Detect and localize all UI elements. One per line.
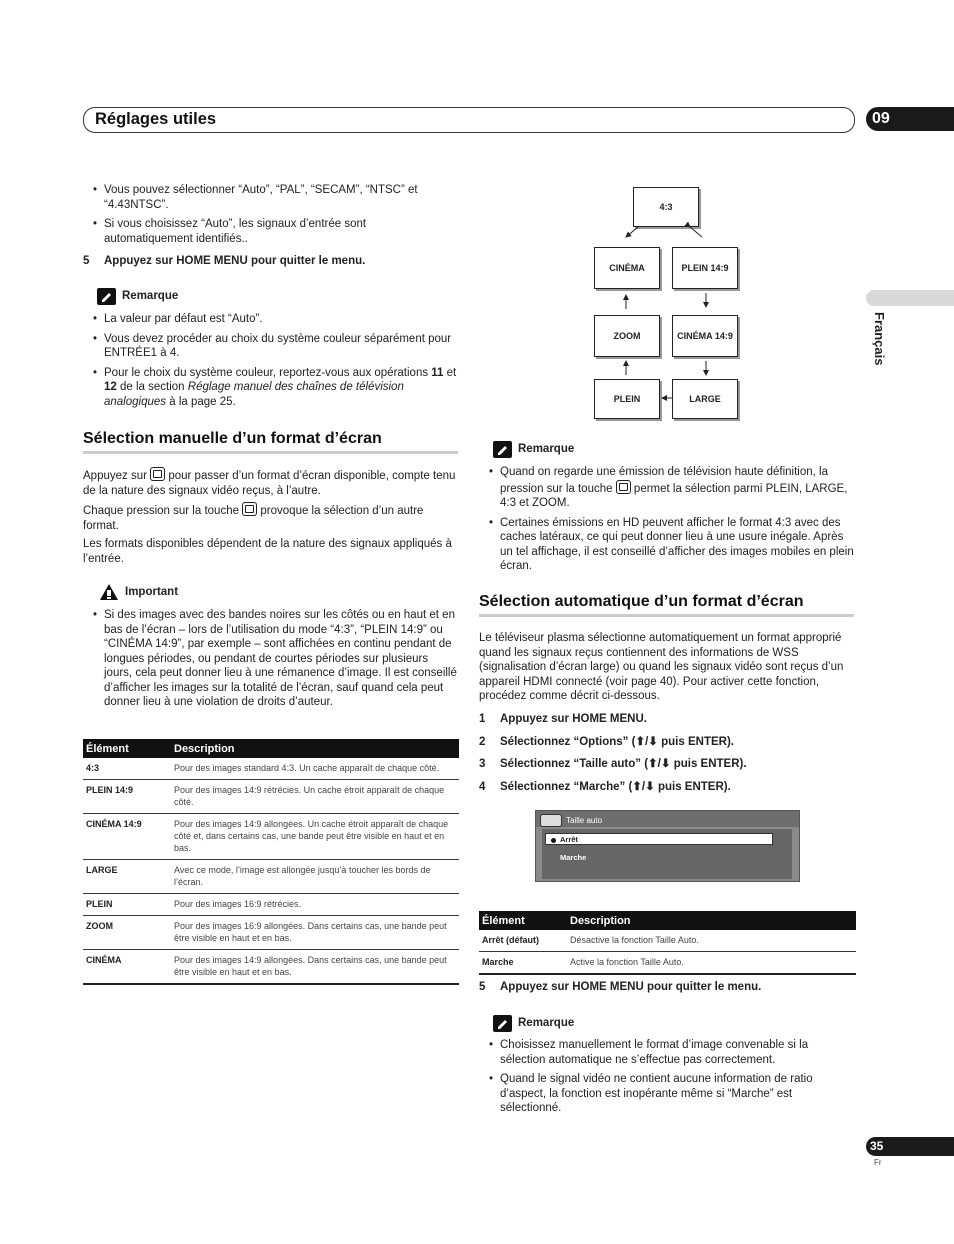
bullet: • Pour le choix du système couleur, reportez-vous aux opérations 11 et 12 de la section Réglage manuel des chaînes de télévision analogiques à la page 25.: [83, 366, 458, 410]
side-tab: [866, 290, 954, 306]
note-bullets: [479, 1038, 856, 1116]
step-1: 1 Appuyez sur HOME MENU.: [479, 713, 647, 725]
note-bullets: [83, 312, 458, 409]
table-cell: Pour des images 16:9 rétrécies.: [171, 894, 459, 916]
divider: [83, 451, 458, 454]
table-row: [479, 930, 856, 952]
table-cell: Désactive la fonction Taille Auto.: [567, 930, 856, 952]
table-cell: Pour des images standard 4:3. Un cache apparaît de chaque côté.: [171, 758, 459, 780]
format-table: [83, 739, 459, 985]
table-header: Élément: [83, 739, 171, 758]
pencil-note-icon: [493, 441, 512, 458]
paragraph: Appuyez sur pour passer d’un format d’écran disponible, compte tenu de la nature des signaux vidéo reçus, à l’autre.: [83, 467, 458, 498]
bullet: • La valeur par défaut est “Auto”.: [83, 312, 458, 327]
osd-option-selected[interactable]: Arrêt: [545, 833, 773, 845]
important-bullets: [83, 608, 458, 710]
table-cell: Active la fonction Taille Auto.: [567, 952, 856, 975]
divider: [479, 614, 854, 617]
screen-size-button-icon: [616, 480, 631, 494]
auto-steps: [479, 712, 856, 794]
format-box-zoom: ZOOM: [594, 315, 660, 357]
note-bullets: [479, 465, 856, 574]
note-heading: Remarque: [493, 441, 574, 458]
screen-size-button-icon: [242, 502, 257, 516]
page-lang: Fr: [874, 1158, 882, 1167]
page-title: Réglages utiles: [95, 110, 217, 128]
section-title-auto: Sélection automatique d’un format d’écran: [479, 593, 804, 610]
format-box-cinema: CINÉMA: [594, 247, 660, 289]
note-heading: Remarque: [493, 1015, 574, 1032]
format-box-cinema-14-9: CINÉMA 14:9: [672, 315, 738, 357]
table-row: [83, 950, 459, 985]
bullet: • Vous devez procéder au choix du système couleur séparément pour ENTRÉE1 à 4.: [83, 332, 458, 361]
table-row: [83, 894, 459, 916]
bullet: • Si des images avec des bandes noires sur les côtés ou en haut et en bas de l’écran – lors de l’utilisation du mode “4:3”, “PLEIN 14:9” ou “CINÉMA 14:9”, par exemple – sont affichées en continu pendant de longues périodes, ou pendant de courtes périodes sur plusieurs jours, cela peut donner lieu à une rémanence d’image. Il est conseillé d’afficher les images sur la totalité de l’écran, sauf quand cela peut donner lieu à une violation de droits d’auteur.: [83, 608, 458, 710]
step-2: 2 Sélectionnez “Options” (⬆/⬇ puis ENTER).: [479, 735, 734, 748]
table-row: [83, 860, 459, 894]
bullet: • Vous pouvez sélectionner “Auto”, “PAL”, “SECAM”, “NTSC” et “4.43NTSC”.: [83, 183, 458, 212]
osd-option[interactable]: Marche: [560, 853, 587, 862]
osd-panel: [542, 829, 792, 879]
paragraph: Chaque pression sur la touche provoque la sélection d’un autre format.: [83, 502, 458, 533]
table-cell: Pour des images 16:9 allongées. Dans certains cas, une bande peut être visible en haut et en bas.: [171, 916, 459, 950]
chapter-badge: 09: [866, 107, 954, 131]
pencil-note-icon: [97, 288, 116, 305]
auto-table: [479, 911, 856, 975]
table-cell: Avec ce mode, l’image est allongée jusqu’à toucher les bords de l’écran.: [171, 860, 459, 894]
tv-menu-icon: [540, 814, 562, 827]
table-row: [83, 758, 459, 780]
side-language: Français: [872, 312, 887, 366]
left-top-bullets: [83, 183, 458, 246]
table-header: Élément: [479, 911, 567, 930]
section-title-manual: Sélection manuelle d’un format d’écran: [83, 430, 382, 447]
table-cell: CINÉMA 14:9: [83, 814, 171, 860]
table-cell: 4:3: [83, 758, 171, 780]
table-row: [479, 952, 856, 975]
bullet: • Certaines émissions en HD peuvent afficher le format 4:3 avec des caches latéraux, ce qui peut donner lieu à une usure inégale. Après un tel affichage, il est conseillé d’afficher des images mobiles en plein écran.: [479, 516, 856, 574]
table-row: [83, 814, 459, 860]
important-heading: Important: [99, 583, 178, 601]
pencil-note-icon: [493, 1015, 512, 1032]
up-down-arrow-icon: ⬆/⬇: [635, 735, 658, 748]
diagram-arrows: [590, 185, 750, 425]
format-box-plein-14-9: PLEIN 14:9: [672, 247, 738, 289]
table-cell: Pour des images 14:9 allongées. Dans certains cas, une bande peut être visible en haut et en bas.: [171, 950, 459, 985]
osd-menu: [535, 810, 800, 882]
page-number: 35: [866, 1137, 954, 1156]
table-cell: CINÉMA: [83, 950, 171, 985]
bullet: • Quand on regarde une émission de télévision haute définition, la pression sur la touche permet la sélection parmi PLEIN, LARGE, 4:3 et ZOOM.: [479, 465, 856, 511]
table-cell: Arrêt (défaut): [479, 930, 567, 952]
format-box-large: LARGE: [672, 379, 738, 419]
up-down-arrow-icon: ⬆/⬇: [632, 780, 655, 793]
warning-hand-icon: [99, 583, 119, 601]
table-cell: ZOOM: [83, 916, 171, 950]
paragraph: Les formats disponibles dépendent de la nature des signaux appliqués à l’entrée.: [83, 538, 452, 565]
bullet: • Quand le signal vidéo ne contient aucune information de ratio d’aspect, la fonction est inopérante même si “Marche” est sélectionné.: [479, 1072, 856, 1116]
table-cell: PLEIN: [83, 894, 171, 916]
table-row: [83, 780, 459, 814]
format-diagram: [590, 185, 750, 415]
step-5-auto: 5 Appuyez sur HOME MENU pour quitter le menu.: [479, 981, 762, 993]
step-5: 5 Appuyez sur HOME MENU pour quitter le menu.: [83, 255, 366, 267]
manual-paragraphs: [83, 467, 458, 566]
note-heading: Remarque: [97, 288, 178, 305]
table-cell: LARGE: [83, 860, 171, 894]
table-cell: Pour des images 14:9 rétrécies. Un cache étroit apparaît de chaque côté.: [171, 780, 459, 814]
format-box-4-3: 4:3: [633, 187, 699, 227]
format-box-plein: PLEIN: [594, 379, 660, 419]
step-3: 3 Sélectionnez “Taille auto” (⬆/⬇ puis ENTER).: [479, 758, 747, 770]
osd-title: Taille auto: [566, 816, 603, 825]
table-header: Description: [171, 739, 459, 758]
table-cell: Marche: [479, 952, 567, 975]
up-down-arrow-icon: ⬆/⬇: [648, 758, 671, 770]
step-4: 4 Sélectionnez “Marche” (⬆/⬇ puis ENTER).: [479, 780, 731, 793]
screen-size-button-icon: [150, 467, 165, 481]
table-cell: Pour des images 14:9 allongées. Un cache étroit apparaît de chaque côté et, dans certains cas, une bande peut être visible en haut et en bas.: [171, 814, 459, 860]
bullet: • Si vous choisissez “Auto”, les signaux d’entrée sont automatiquement identifiés..: [83, 217, 458, 246]
table-cell: PLEIN 14:9: [83, 780, 171, 814]
table-row: [83, 916, 459, 950]
table-header: Description: [567, 911, 856, 930]
bullet: • Choisissez manuellement le format d’image convenable si la sélection automatique ne s’effectue pas correctement.: [479, 1038, 856, 1067]
auto-intro: Le téléviseur plasma sélectionne automatiquement un format approprié quand les signaux reçus contiennent des informations de WSS (signalisation d’écran large) ou quand les signaux vidéo sont reçus d’un appareil HDMI connecté (voir page 40). Pour activer cette fonction, procédez comme décrit ci-dessous.: [479, 632, 844, 702]
